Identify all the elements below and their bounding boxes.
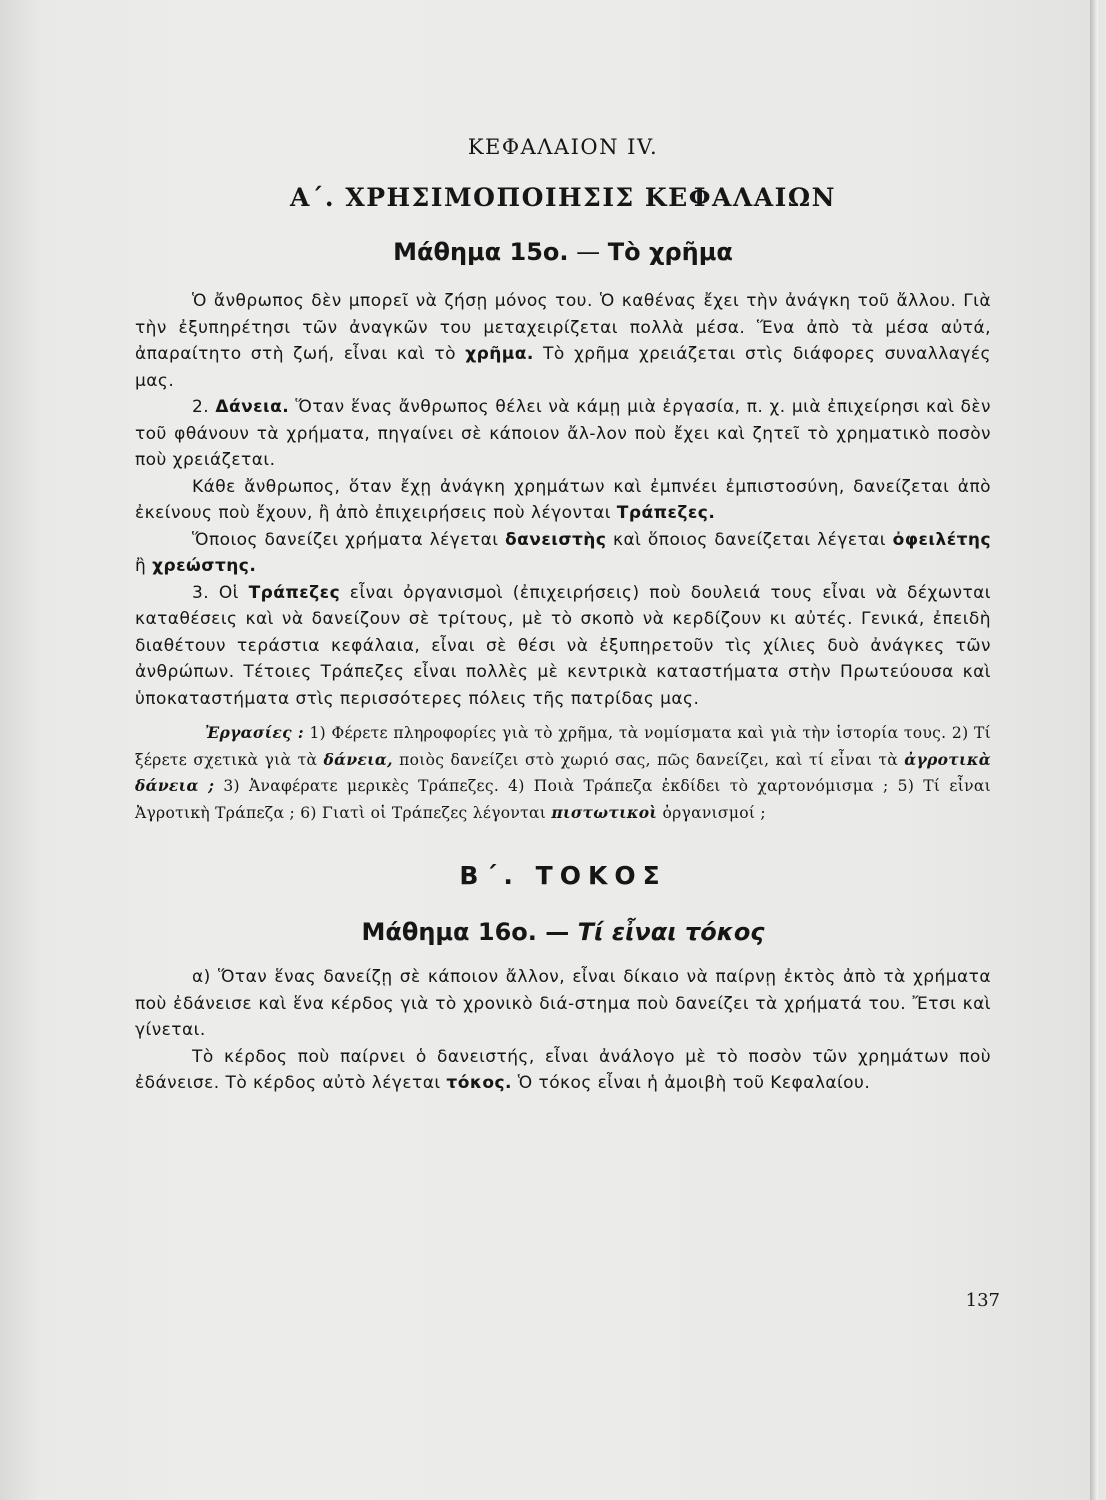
p6-text-1: α) Ὅταν ἕνας δανείζῃ σὲ κάποιον ἄλλον, εἶναι δίκαιο νὰ παίρνῃ ἐκτὸς ἀπὸ τὰ χρήματα ποὺ ἐδάνεισε καὶ ἕνα κέρδος γιὰ τὸ χρονικὸ διά-στημα ποὺ δανείζει τὰ χρήματά του. Ἔτσι καὶ γίνεται. — [135, 967, 991, 1040]
lesson-15-topic: Τὸ χρῆμα — [607, 238, 733, 266]
p5-text-2: εἶναι ὀργανισμοὶ (ἐπιχειρήσεις) ποὺ δουλειά τους εἶναι νὰ δέχωνται καταθέσεις καὶ νὰ δανείζουν σὲ τρίτους, μὲ τὸ σκοπὸ νὰ κερδίζουν κι αὐτές. Γενικά, ἐπειδὴ διαθέτουν τεράστια κεφάλαια, εἶναι σὲ θέσι νὰ ἐξυπηρετοῦν τὶς χίλιες δυὸ ἀνάγκες τῶν ἀνθρώπων. Τέτοιες Τράπεζες εἶναι πολλὲς μὲ κεντρικὰ καταστήματα στὴν Πρωτεύουσα καὶ ὑποκαταστήματα στὶς περισσότερες πόλεις τῆς πατρίδας μας. — [135, 582, 991, 709]
paragraph-1 — [135, 288, 991, 394]
lesson-15-title — [135, 232, 991, 272]
p7-text-1: Τὸ κέρδος ποὺ παίρνει ὁ δανειστής, εἶναι ἀνάλογο μὲ τὸ ποσὸν τῶν χρημάτων ποὺ ἐδάνεισε. Τὸ κέρδος αὐτὸ λέγεται — [135, 1046, 991, 1093]
lesson-16-label: Μάθημα 16ο. — [361, 918, 537, 946]
lesson-16-dash: — — [536, 918, 578, 946]
exercises-label: Ἐργασίες : — [205, 723, 304, 742]
lesson-15-dash: — — [568, 238, 608, 266]
page-content — [135, 120, 991, 1097]
p4-bold-3: χρεώστης. — [152, 556, 257, 576]
exercises-text-3: 3) Ἀναφέρατε μερικὲς Τράπεζες. 4) Ποιὰ Τράπεζα ἐκδίδει τὸ χαρτονόμισμα ; 5) Τί εἶναι Ἀγροτικὴ Τράπεζα ; 6) Γιατὶ οἱ Τράπεζες λέγονται — [135, 777, 992, 822]
paragraph-3 — [135, 474, 991, 527]
exercises-text-1: 1) Φέρετε πληροφορίες γιὰ τὸ χρῆμα, τὰ νομίσματα καὶ γιὰ τὴν ἱστορία τους. 2) Τί ξέρετε σχετικὰ γιὰ τὰ — [135, 724, 991, 769]
part-a-title: Α΄. ΧΡΗΣΙΜΟΠΟΙΗΣΙΣ ΚΕΦΑΛΑΙΩΝ — [290, 183, 836, 212]
lesson-16-title — [135, 912, 991, 952]
p3-text-1: Κάθε ἄνθρωπος, ὅταν ἔχῃ ἀνάγκη χρημάτων καὶ ἐμπνέει ἐμπιστοσύνη, δανείζεται ἀπὸ ἐκείνους ποὺ ἔχουν, ἢ ἀπὸ ἐπιχειρήσεις ποὺ λέγονται — [135, 476, 991, 523]
exercises-text-2: ποιὸς δανείζει στὸ χωριό σας, πῶς δανείζει, καὶ τί εἶναι τὰ — [392, 750, 905, 769]
p1-text-2: Τὸ χρῆμα χρειάζεται στὶς διάφορες συναλλαγές μας. — [135, 344, 991, 391]
paragraph-4 — [135, 527, 991, 580]
paragraph-7 — [135, 1044, 991, 1097]
p7-text-2: Ὁ τόκος εἶναι ἡ ἀμοιβὴ τοῦ Κεφαλαίου. — [511, 1073, 871, 1093]
exercises-bold-2: ἀγροτικὰ δάνεια ; — [135, 749, 991, 795]
exercises-paragraph — [135, 720, 991, 826]
p5-text-1: 3. Οἱ — [192, 582, 249, 603]
chapter-heading: ΚΕΦΑΛΑΙΟΝ IV. — [467, 135, 659, 159]
exercises-bold-3: πιστωτικοὶ — [551, 802, 658, 822]
p7-bold-1: τόκος. — [446, 1073, 512, 1093]
paragraph-2 — [135, 394, 991, 474]
page-edge — [1090, 0, 1098, 1500]
lesson-16-topic: Τί εἶναι τόκος — [577, 918, 765, 946]
paragraph-5 — [135, 580, 991, 713]
paragraph-6 — [135, 964, 991, 1044]
p2-text-1: 2. — [192, 397, 216, 417]
p2-text-2: Ὅταν ἕνας ἄνθρωπος θέλει νὰ κάμῃ μιὰ ἐργασία, π. χ. μιὰ ἐπιχείρησι καὶ δὲν τοῦ φθάνουν τὰ χρήματα, πηγαίνει σὲ κάποιον ἄλ-λον ποὺ ἔχει καὶ ζητεῖ τὸ χρηματικὸ ποσὸν ποὺ χρειάζεται. — [135, 397, 991, 470]
p3-bold-1: Τράπεζες. — [616, 503, 716, 523]
p4-bold-2: ὀφειλέτης — [892, 529, 991, 550]
page-number: 137 — [965, 1290, 1000, 1311]
exercises-bold-1: δάνεια, — [323, 749, 393, 769]
p4-bold-1: δανειστὴς — [505, 529, 607, 550]
p4-text-1: Ὅποιος δανείζει χρήματα λέγεται — [192, 529, 506, 550]
p4-text-2: καὶ ὅποιος δανείζεται λέγεται — [606, 529, 893, 550]
p4-text-3: ἢ — [135, 556, 153, 576]
exercises-text-4: ὀργανισμοί ; — [657, 803, 766, 822]
part-b-title: Β΄. ΤΟΚΟΣ — [459, 861, 667, 890]
p1-text-1: Ὁ ἄνθρωπος δὲν μπορεῖ νὰ ζήσῃ μόνος του. Ὁ καθένας ἔχει τὴν ἀνάγκη τοῦ ἄλλου. Γιὰ τὴν ἐξυπηρέτησι τῶν ἀναγκῶν του μεταχειρίζεται πολλὰ μέσα. Ἕνα ἀπὸ τὰ μέσα αὐτά, ἀπαραίτητο στὴ ζωή, εἶναι καὶ τὸ — [135, 291, 991, 364]
p1-bold-1: χρῆμα. — [465, 344, 534, 364]
p2-bold-1: Δάνεια. — [215, 397, 290, 417]
p5-bold-1: Τράπεζες — [248, 582, 341, 603]
lesson-15-label: Μάθημα 15ο. — [393, 238, 569, 266]
